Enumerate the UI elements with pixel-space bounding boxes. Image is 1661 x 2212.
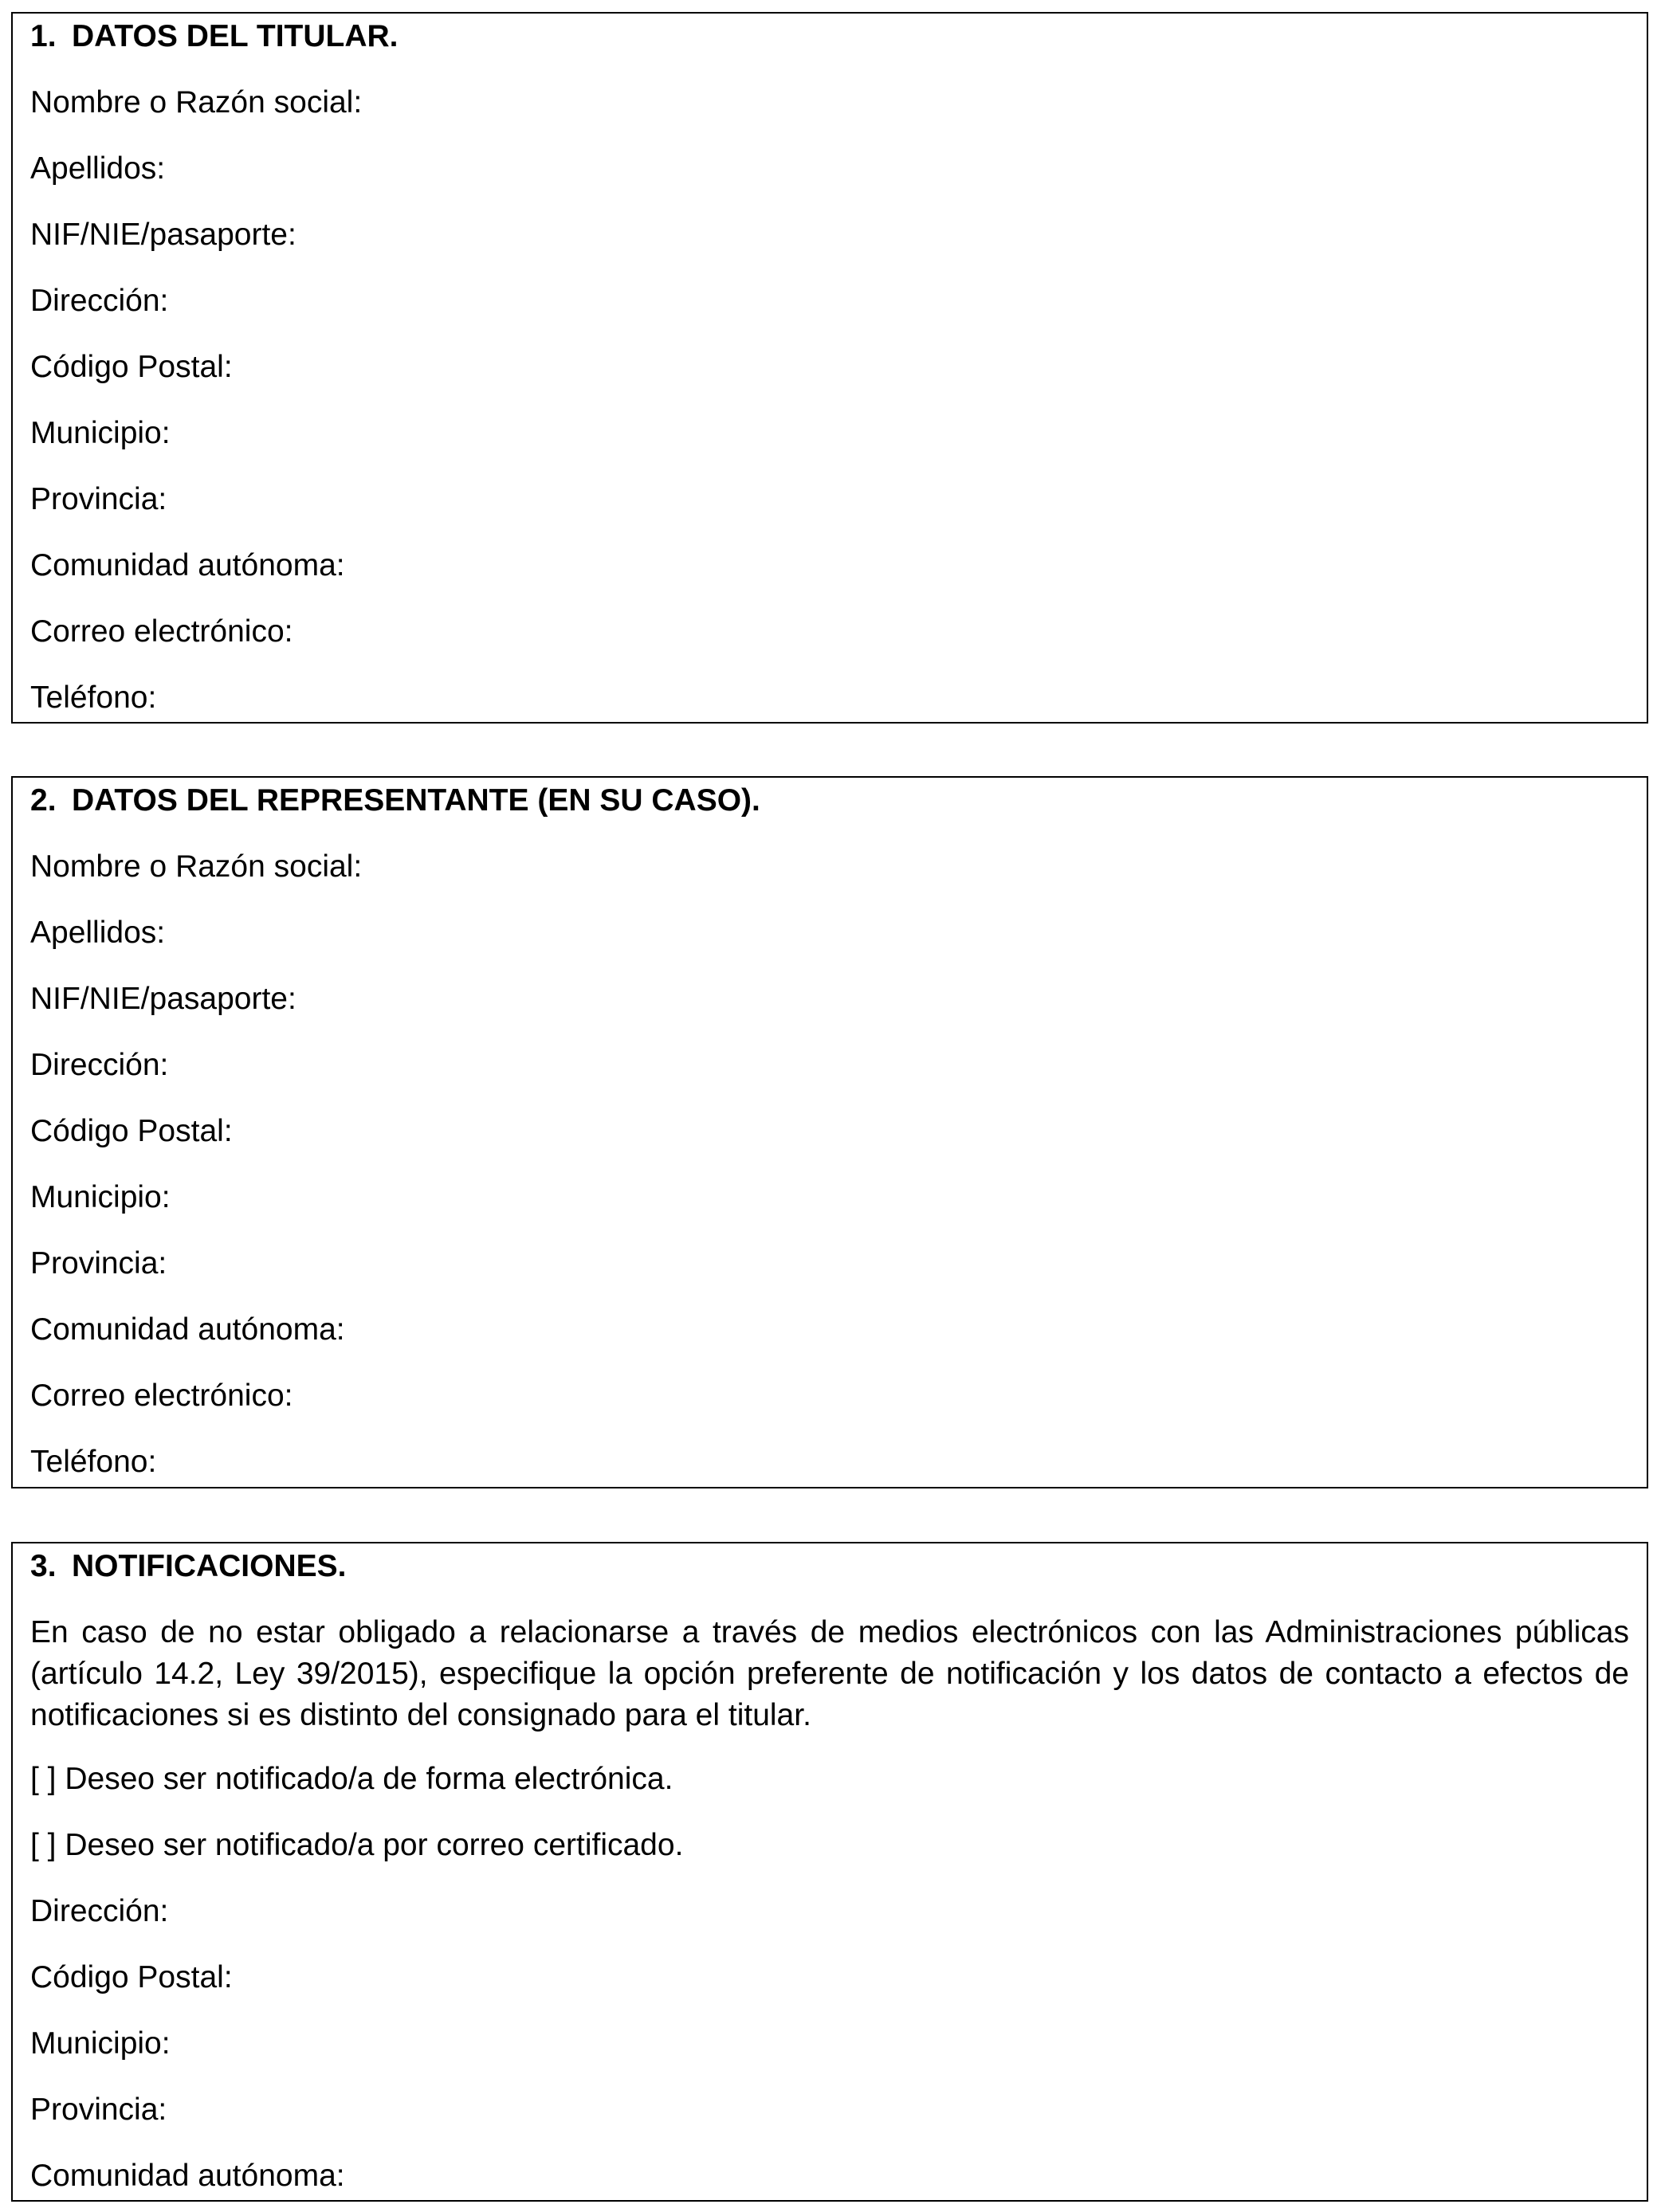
- section-title: DATOS DEL REPRESENTANTE (EN SU CASO).: [72, 783, 760, 818]
- field-codigo-postal[interactable]: Código Postal:: [30, 350, 233, 384]
- section-notificaciones: [11, 1542, 1648, 2202]
- field-codigo-postal[interactable]: Código Postal:: [30, 1114, 233, 1148]
- field-apellidos[interactable]: Apellidos:: [30, 151, 166, 186]
- field-municipio[interactable]: Municipio:: [30, 1180, 171, 1214]
- section-datos-titular: [11, 12, 1648, 724]
- section-title: DATOS DEL TITULAR.: [72, 19, 399, 53]
- section-title: NOTIFICACIONES.: [72, 1549, 347, 1583]
- field-provincia[interactable]: Provincia:: [30, 2092, 167, 2127]
- field-provincia[interactable]: Provincia:: [30, 1246, 167, 1281]
- field-nombre-razon-social[interactable]: Nombre o Razón social:: [30, 85, 363, 120]
- notificaciones-intro: En caso de no estar obligado a relacionarse a través de medios electrónicos con las Administraciones públicas (artículo 14.2, Ley 39/2015), especifique la opción preferente de notificación y los datos de contacto a efectos de notificaciones si es distinto del consignado para el titular.: [30, 1615, 1629, 1732]
- field-codigo-postal[interactable]: Código Postal:: [30, 1960, 233, 1994]
- section-datos-representante: [11, 776, 1648, 1488]
- field-correo-electronico[interactable]: Correo electrónico:: [30, 614, 293, 649]
- field-telefono[interactable]: Teléfono:: [30, 1445, 157, 1479]
- option-correo-certificado[interactable]: [ ] Deseo ser notificado/a por correo certificado.: [30, 1828, 684, 1862]
- field-comunidad-autonoma[interactable]: Comunidad autónoma:: [30, 1312, 345, 1347]
- field-direccion[interactable]: Dirección:: [30, 1894, 169, 1928]
- field-apellidos[interactable]: Apellidos:: [30, 916, 166, 950]
- field-direccion[interactable]: Dirección:: [30, 284, 169, 318]
- field-provincia[interactable]: Provincia:: [30, 482, 167, 516]
- section-heading: [30, 780, 1629, 822]
- field-telefono[interactable]: Teléfono:: [30, 680, 157, 715]
- field-municipio[interactable]: Municipio:: [30, 2026, 171, 2061]
- field-correo-electronico[interactable]: Correo electrónico:: [30, 1379, 293, 1413]
- section-number: 3.: [30, 1549, 57, 1583]
- section-number: 2.: [30, 783, 57, 818]
- section-heading: [30, 1546, 1629, 1587]
- field-nif-nie-pasaporte[interactable]: NIF/NIE/pasaporte:: [30, 982, 296, 1016]
- field-direccion[interactable]: Dirección:: [30, 1048, 169, 1082]
- section-number: 1.: [30, 19, 57, 53]
- field-nif-nie-pasaporte[interactable]: NIF/NIE/pasaporte:: [30, 218, 296, 252]
- field-comunidad-autonoma[interactable]: Comunidad autónoma:: [30, 548, 345, 582]
- field-comunidad-autonoma[interactable]: Comunidad autónoma:: [30, 2159, 345, 2193]
- field-nombre-razon-social[interactable]: Nombre o Razón social:: [30, 849, 363, 884]
- section-heading: [30, 16, 1629, 57]
- option-notificacion-electronica[interactable]: [ ] Deseo ser notificado/a de forma electrónica.: [30, 1762, 673, 1796]
- field-municipio[interactable]: Municipio:: [30, 416, 171, 450]
